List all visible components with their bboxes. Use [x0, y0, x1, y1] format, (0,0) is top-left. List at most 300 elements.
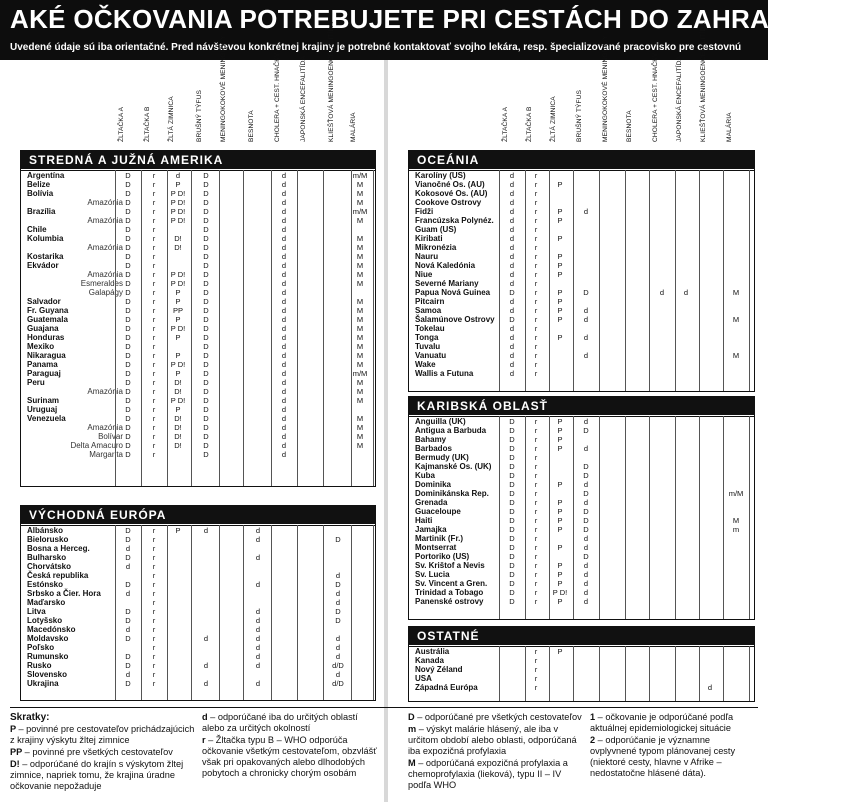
- table-row: [21, 252, 375, 261]
- table-row: [21, 441, 375, 450]
- legend-entry: [590, 735, 758, 779]
- legend-key: m: [408, 724, 419, 734]
- table-row: [409, 647, 754, 656]
- country-name: Lotyšsko: [27, 616, 63, 625]
- table-cell: r: [534, 656, 538, 665]
- country-name: Bielorusko: [27, 535, 69, 544]
- country-name: Belize: [27, 180, 51, 189]
- table-cell: r: [534, 525, 538, 534]
- column-header: [220, 35, 238, 144]
- table-row: [21, 571, 375, 580]
- column-header-label: ŽLTÁ ZIMNICA: [550, 96, 557, 142]
- table-cell: d: [583, 351, 589, 360]
- column-header-label: JAPONSKÁ ENCEFALITÍDA: [300, 55, 307, 142]
- table-row: [21, 625, 375, 634]
- table-cell: d: [175, 171, 181, 180]
- table-cell: D: [125, 553, 131, 562]
- table-cell: D: [125, 279, 131, 288]
- table-cell: M: [356, 189, 364, 198]
- grid-line: [351, 525, 352, 700]
- country-name: Jamajka: [415, 525, 447, 534]
- table-row: [21, 180, 375, 189]
- section-title: KARIBSKÁ OBLASŤ: [409, 397, 754, 415]
- table-cell: d: [255, 607, 261, 616]
- grid-line: [297, 170, 298, 486]
- legend-text: – Žltačka typu B – WHO odporúča očkovanie všetkým cestovateľom, obzvlášť však pri opakovaných alebo dlhodobých pobytoch a chronicky chorým osobám: [202, 735, 377, 778]
- table-cell: M: [356, 324, 364, 333]
- table-cell: r: [534, 579, 538, 588]
- table-cell: d: [335, 643, 341, 652]
- table-cell: r: [534, 261, 538, 270]
- table-row: [21, 526, 375, 535]
- table-row: [21, 270, 375, 279]
- table-cell: M: [356, 270, 364, 279]
- country-name: Haiti: [415, 516, 433, 525]
- table-cell: D: [125, 252, 131, 261]
- grid-line: [373, 525, 374, 700]
- table-cell: r: [152, 589, 156, 598]
- country-name: Barbados: [415, 444, 452, 453]
- table-cell: d: [255, 634, 261, 643]
- table-row: [409, 534, 754, 543]
- table-cell: r: [534, 252, 538, 261]
- table-cell: r: [152, 652, 156, 661]
- table-row: [21, 607, 375, 616]
- table-cell: P: [557, 480, 563, 489]
- table-row: [21, 396, 375, 405]
- table-row: [409, 525, 754, 534]
- column-header-label: MALÁRIA: [726, 112, 733, 142]
- table-cell: D!: [174, 441, 182, 450]
- country-name: Esmeraldes: [80, 279, 123, 288]
- table-cell: M: [732, 288, 740, 297]
- table-cell: d: [281, 396, 287, 405]
- table-cell: D: [203, 351, 209, 360]
- table-row: [409, 198, 754, 207]
- table-row: [21, 225, 375, 234]
- column-header-label: KLIEŠŤOVÁ MENINGOENCEFALITÍDA: [328, 22, 335, 142]
- country-name: Moldavsko: [27, 634, 69, 643]
- country-name: Surinam: [27, 396, 60, 405]
- grid-line: [115, 525, 116, 700]
- table-cell: r: [152, 423, 156, 432]
- country-name: Guam (US): [415, 225, 457, 234]
- table-cell: D: [125, 526, 131, 535]
- table-row: [409, 297, 754, 306]
- table-row: [409, 480, 754, 489]
- table-row: [21, 243, 375, 252]
- table-cell: r: [534, 444, 538, 453]
- grid-line: [141, 170, 142, 486]
- table-cell: d: [281, 369, 287, 378]
- table-cell: P: [557, 516, 563, 525]
- table-cell: r: [534, 683, 538, 692]
- table-cell: r: [534, 369, 538, 378]
- table-cell: D!: [174, 414, 182, 423]
- country-name: Salvador: [27, 297, 61, 306]
- column-headers-right: [388, 22, 768, 144]
- table-cell: P: [175, 351, 181, 360]
- grid-line: [549, 416, 550, 619]
- table-cell: P: [557, 426, 563, 435]
- table-cell: r: [152, 243, 156, 252]
- country-name: Mexiko: [27, 342, 55, 351]
- country-name: Amazónia: [87, 216, 123, 225]
- table-cell: r: [534, 507, 538, 516]
- table-cell: D: [335, 535, 341, 544]
- table-cell: d: [125, 562, 131, 571]
- country-name: Kokosové Os. (AU): [415, 189, 488, 198]
- legend-column-3: [408, 712, 586, 792]
- table-cell: M: [356, 306, 364, 315]
- country-name: Nová Kaledónia: [415, 261, 476, 270]
- table-cell: D: [203, 297, 209, 306]
- table-cell: d: [509, 306, 515, 315]
- table-row: [409, 417, 754, 426]
- table-cell: r: [534, 674, 538, 683]
- table-cell: r: [534, 588, 538, 597]
- table-cell: r: [152, 526, 156, 535]
- table-cell: D: [125, 216, 131, 225]
- country-name: Chorvátsko: [27, 562, 72, 571]
- column-header-label: BESNOTA: [248, 110, 255, 142]
- table-cell: d: [583, 333, 589, 342]
- table-row: [409, 471, 754, 480]
- column-header: [350, 62, 368, 144]
- table-cell: d: [281, 225, 287, 234]
- country-name: Bosna a Herceg.: [27, 544, 90, 553]
- table-cell: D: [509, 498, 515, 507]
- table-cell: D: [125, 607, 131, 616]
- table-cell: P: [557, 579, 563, 588]
- table-cell: r: [152, 571, 156, 580]
- table-row: [21, 288, 375, 297]
- grid-line: [167, 170, 168, 486]
- table-cell: m/M: [352, 369, 368, 378]
- table-cell: r: [534, 297, 538, 306]
- legend-entry: [10, 759, 198, 792]
- legend-key: r: [202, 735, 209, 745]
- table-cell: D!: [174, 234, 182, 243]
- table-row: [21, 679, 375, 688]
- table-cell: d: [281, 261, 287, 270]
- table-cell: d: [255, 580, 261, 589]
- table-row: [21, 369, 375, 378]
- table-cell: r: [534, 516, 538, 525]
- table-cell: P: [175, 405, 181, 414]
- table-cell: r: [534, 189, 538, 198]
- table-cell: D: [125, 225, 131, 234]
- table-cell: D: [125, 616, 131, 625]
- table-cell: M: [356, 243, 364, 252]
- table-cell: D: [203, 270, 209, 279]
- table-cell: D: [509, 597, 515, 606]
- country-name: Kiribati: [415, 234, 443, 243]
- table-cell: d: [583, 207, 589, 216]
- table-cell: M: [356, 432, 364, 441]
- table-cell: d/D: [332, 679, 344, 688]
- table-cell: r: [534, 180, 538, 189]
- country-name: Estónsko: [27, 580, 64, 589]
- table-cell: D: [125, 405, 131, 414]
- table-cell: d: [255, 661, 261, 670]
- table-cell: r: [152, 625, 156, 634]
- table-cell: P: [557, 234, 563, 243]
- page-subtitle: Uvedené údaje sú iba orientačné. Pred návštevou konkrétnej krajiny je potrebné kontaktovať svojho lekára, resp. špecializované pracovisko pre cestovnú: [10, 42, 742, 53]
- table-cell: d: [583, 534, 589, 543]
- table-cell: d: [509, 180, 515, 189]
- grid-line: [625, 416, 626, 619]
- section-table: [409, 170, 754, 378]
- table-row: [21, 562, 375, 571]
- country-name: Sv. Vincent a Gren.: [415, 579, 488, 588]
- table-row: [21, 333, 375, 342]
- table-cell: P: [557, 180, 563, 189]
- table-cell: d: [281, 306, 287, 315]
- table-cell: M: [732, 351, 740, 360]
- grid-line: [499, 416, 500, 619]
- table-cell: D: [125, 661, 131, 670]
- table-cell: D: [203, 405, 209, 414]
- table-cell: P D!: [170, 396, 186, 405]
- grid-line: [323, 170, 324, 486]
- table-row: [409, 333, 754, 342]
- country-name: Karolíny (US): [415, 171, 466, 180]
- country-name: Srbsko a Čier. Hora: [27, 589, 101, 598]
- table-cell: D: [203, 423, 209, 432]
- table-cell: D: [509, 462, 515, 471]
- column-header-label: ŽLTAČKA A: [502, 106, 509, 142]
- table-cell: D: [203, 333, 209, 342]
- grid-line: [723, 170, 724, 391]
- country-name: Wallis a Futuna: [415, 369, 474, 378]
- table-cell: d: [659, 288, 665, 297]
- table-cell: d: [335, 670, 341, 679]
- table-cell: r: [152, 225, 156, 234]
- table-cell: d: [509, 171, 515, 180]
- table-cell: d: [281, 198, 287, 207]
- legend-key: 2: [590, 735, 598, 745]
- table-cell: D: [203, 324, 209, 333]
- table-cell: r: [534, 471, 538, 480]
- table-cell: d: [125, 670, 131, 679]
- table-cell: r: [152, 189, 156, 198]
- table-cell: D: [203, 234, 209, 243]
- table-cell: P: [557, 261, 563, 270]
- table-cell: r: [534, 324, 538, 333]
- table-row: [21, 342, 375, 351]
- country-name: Niue: [415, 270, 433, 279]
- table-cell: D!: [174, 378, 182, 387]
- table-cell: d: [281, 432, 287, 441]
- table-row: [21, 643, 375, 652]
- table-cell: r: [534, 597, 538, 606]
- legend-key: M: [408, 758, 419, 768]
- legend-text: – očkovanie je odporúčané podľa aktuálnej epidemiologickej situácie: [590, 712, 734, 733]
- table-row: [409, 207, 754, 216]
- table-row: [409, 315, 754, 324]
- section-title: VÝCHODNÁ EURÓPA: [21, 506, 375, 524]
- table-cell: D: [509, 570, 515, 579]
- table-cell: r: [534, 333, 538, 342]
- column-header-label: ŽLTAČKA B: [144, 106, 151, 142]
- table-cell: P: [557, 270, 563, 279]
- country-name: Albánsko: [27, 526, 64, 535]
- table-cell: r: [534, 243, 538, 252]
- table-cell: r: [534, 216, 538, 225]
- table-cell: r: [152, 562, 156, 571]
- table-cell: r: [152, 207, 156, 216]
- country-name: Cookove Ostrovy: [415, 198, 482, 207]
- table-cell: r: [152, 261, 156, 270]
- grid-line: [649, 416, 650, 619]
- table-cell: r: [534, 234, 538, 243]
- table-row: [21, 306, 375, 315]
- page-header: [0, 0, 858, 60]
- grid-line: [749, 170, 750, 391]
- country-name: Ukrajina: [27, 679, 59, 688]
- table-row: [409, 360, 754, 369]
- table-row: [21, 670, 375, 679]
- table-row: [409, 453, 754, 462]
- table-cell: P D!: [170, 360, 186, 369]
- table-cell: r: [534, 207, 538, 216]
- table-cell: D: [203, 243, 209, 252]
- table-cell: P D!: [170, 189, 186, 198]
- legend-title: Skratky:: [10, 712, 50, 723]
- country-name: Tuvalu: [415, 342, 441, 351]
- table-cell: r: [152, 270, 156, 279]
- table-row: [21, 351, 375, 360]
- table-cell: r: [152, 432, 156, 441]
- country-name: Amazónia: [87, 423, 123, 432]
- table-row: [409, 279, 754, 288]
- table-row: [409, 234, 754, 243]
- table-cell: D: [203, 450, 209, 459]
- table-row: [409, 261, 754, 270]
- table-cell: r: [152, 544, 156, 553]
- grid-line: [167, 525, 168, 700]
- table-cell: D: [583, 288, 589, 297]
- country-name: Kanada: [415, 656, 444, 665]
- table-cell: r: [534, 417, 538, 426]
- table-row: [409, 369, 754, 378]
- section-table: [21, 525, 375, 688]
- table-row: [409, 252, 754, 261]
- country-name: Bermudy (UK): [415, 453, 469, 462]
- table-cell: D: [203, 414, 209, 423]
- table-cell: D: [509, 480, 515, 489]
- table-cell: r: [152, 387, 156, 396]
- table-cell: D: [125, 441, 131, 450]
- table-row: [21, 535, 375, 544]
- legend-entry: [408, 758, 586, 791]
- table-row: [21, 279, 375, 288]
- section-title: STREDNÁ A JUŽNÁ AMERIKA: [21, 151, 375, 169]
- country-name: Kostarika: [27, 252, 64, 261]
- table-cell: P: [557, 498, 563, 507]
- table-cell: d: [255, 526, 261, 535]
- table-cell: d: [583, 588, 589, 597]
- table-cell: P: [175, 297, 181, 306]
- table-cell: d: [335, 571, 341, 580]
- table-cell: d: [125, 625, 131, 634]
- table-cell: d: [509, 252, 515, 261]
- table-cell: D: [509, 453, 515, 462]
- country-name: Amazónia: [87, 387, 123, 396]
- table-cell: d: [509, 351, 515, 360]
- table-row: [21, 414, 375, 423]
- legend-key: P: [10, 724, 19, 734]
- table-cell: r: [534, 306, 538, 315]
- grid-line: [649, 646, 650, 701]
- country-name: Papua Nová Guinea: [415, 288, 491, 297]
- table-cell: D: [203, 216, 209, 225]
- country-name: Bulharsko: [27, 553, 67, 562]
- table-row: [21, 324, 375, 333]
- table-cell: r: [152, 306, 156, 315]
- legend-entry: [408, 724, 586, 757]
- table-cell: D: [125, 315, 131, 324]
- page-title: AKÉ OČKOVANIA POTREBUJETE PRI CESTÁCH DO ZAHRANIČIA?: [10, 4, 858, 34]
- table-cell: P: [557, 417, 563, 426]
- table-cell: D: [203, 342, 209, 351]
- table-cell: r: [152, 315, 156, 324]
- table-cell: r: [152, 288, 156, 297]
- country-name: Tokelau: [415, 324, 445, 333]
- table-cell: r: [534, 288, 538, 297]
- table-row: [21, 171, 375, 180]
- table-cell: P: [175, 315, 181, 324]
- table-cell: P: [557, 288, 563, 297]
- table-cell: d: [281, 414, 287, 423]
- section-table: [21, 170, 375, 459]
- country-name: Macedónsko: [27, 625, 76, 634]
- legend-key: 1: [590, 712, 598, 722]
- legend-text: – výskyt malárie hlásený, ale iba v určitom období alebo oblasti, odporúčaná iba expozičná profylaxia: [408, 724, 577, 756]
- country-name: Austrália: [415, 647, 450, 656]
- table-cell: r: [534, 351, 538, 360]
- table-cell: D: [125, 306, 131, 315]
- table-cell: r: [152, 252, 156, 261]
- table-cell: D: [125, 288, 131, 297]
- table-cell: D: [203, 360, 209, 369]
- table-cell: r: [152, 580, 156, 589]
- table-cell: r: [152, 450, 156, 459]
- section-title: OCEÁNIA: [409, 151, 754, 169]
- legend-key: D!: [10, 759, 23, 769]
- grid-line: [699, 416, 700, 619]
- table-cell: D: [203, 198, 209, 207]
- legend-column-2: [202, 712, 380, 780]
- country-name: Pitcairn: [415, 297, 445, 306]
- legend-text: – povinné pre všetkých cestovateľov: [24, 747, 173, 757]
- table-row: [409, 324, 754, 333]
- table-cell: M: [356, 351, 364, 360]
- table-row: [21, 315, 375, 324]
- grid-line: [573, 170, 574, 391]
- column-header: [300, 55, 318, 144]
- table-cell: P D!: [170, 279, 186, 288]
- table-cell: d: [509, 297, 515, 306]
- table-cell: P D!: [170, 198, 186, 207]
- country-name: Mikronézia: [415, 243, 457, 252]
- legend-key: PP: [10, 747, 25, 757]
- grid-line: [699, 170, 700, 391]
- country-name: Wake: [415, 360, 436, 369]
- column-header-label: KLIEŠŤOVÁ MENINGOENCEFALITÍDA: [700, 22, 707, 142]
- table-cell: P: [175, 369, 181, 378]
